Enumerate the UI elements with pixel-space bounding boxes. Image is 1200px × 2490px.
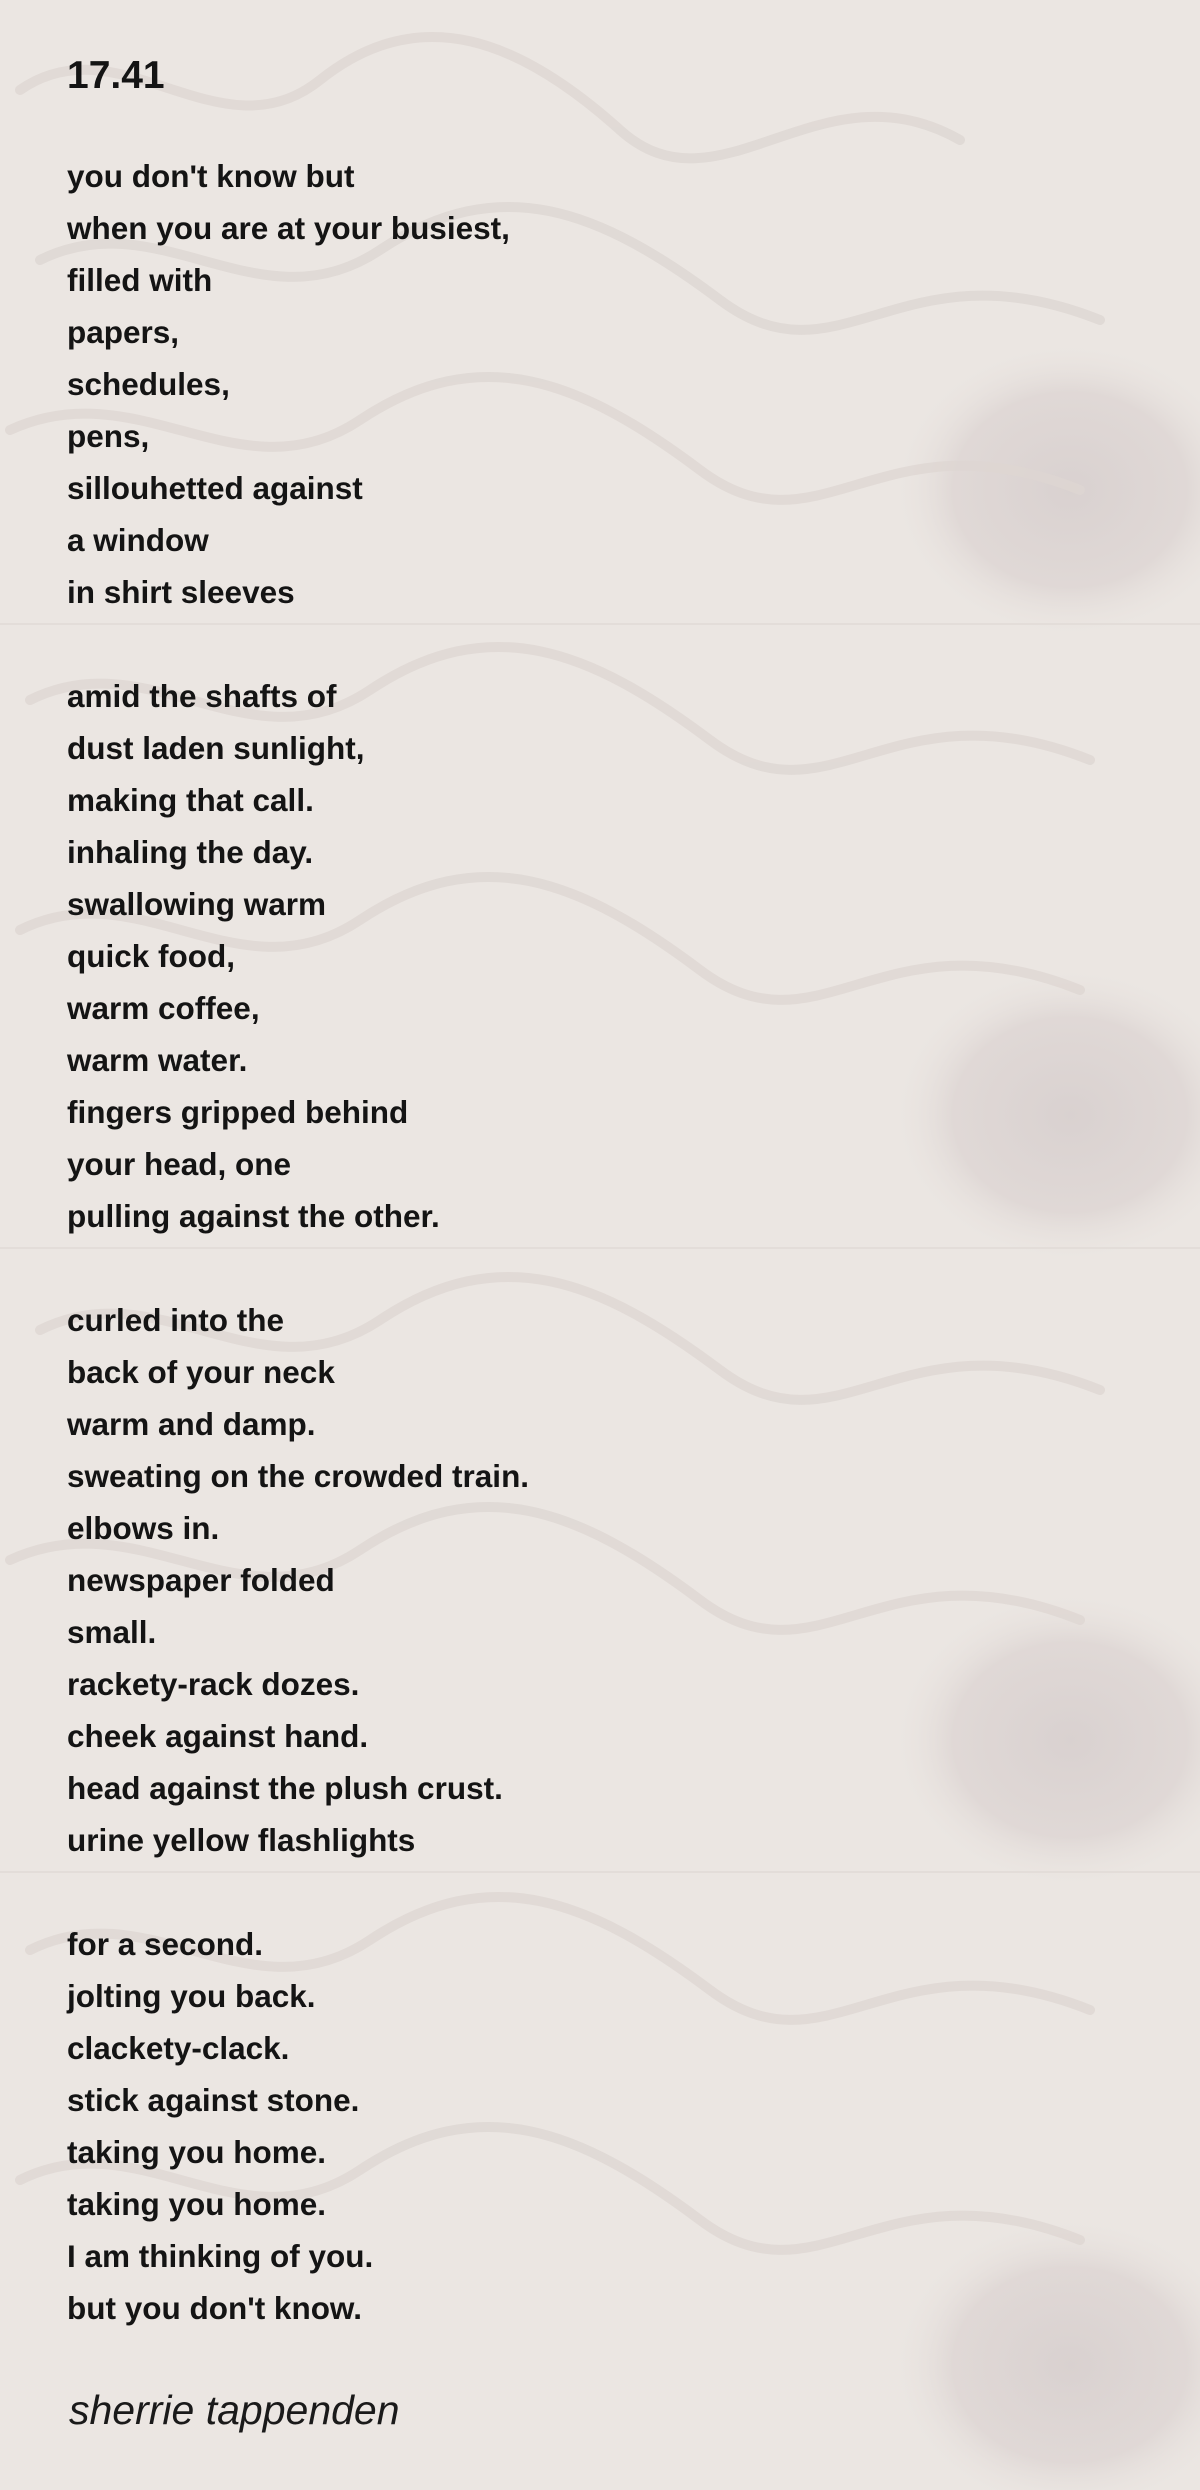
stanza-3: [67, 1294, 529, 1866]
poem-line: small.: [67, 1614, 157, 1650]
poem-line: dust laden sunlight,: [67, 730, 365, 766]
poem-line: schedules,: [67, 366, 230, 402]
poem-line: rackety-rack dozes.: [67, 1666, 360, 1702]
poem-line: swallowing warm: [67, 886, 327, 922]
poem-line: but you don't know.: [67, 2290, 363, 2326]
poem-body: [67, 150, 529, 2386]
stanza-1: [67, 150, 529, 618]
poem-line: warm water.: [67, 1042, 248, 1078]
poem-line: I am thinking of you.: [67, 2238, 374, 2274]
poem-line: back of your neck: [67, 1354, 335, 1390]
poem-line: sillouhetted against: [67, 470, 363, 506]
poem-line: head against the plush crust.: [67, 1770, 503, 1806]
poem-line: pens,: [67, 418, 150, 454]
poem-line: taking you home.: [67, 2186, 327, 2222]
poem-line: fingers gripped behind: [67, 1094, 409, 1130]
poem-line: jolting you back.: [67, 1978, 316, 2014]
poem-line: when you are at your busiest,: [67, 210, 510, 246]
poem-line: sweating on the crowded train.: [67, 1458, 530, 1494]
poem-line: elbows in.: [67, 1510, 220, 1546]
poem-line: pulling against the other.: [67, 1198, 440, 1234]
poem-line: curled into the: [67, 1302, 285, 1338]
poem-line: newspaper folded: [67, 1562, 335, 1598]
poem-line: urine yellow flashlights: [67, 1822, 416, 1858]
poem-line: making that call.: [67, 782, 314, 818]
poem-line: in shirt sleeves: [67, 574, 295, 610]
stanza-4: [67, 1918, 529, 2334]
stanza-2: [67, 670, 529, 1242]
poem-line: stick against stone.: [67, 2082, 360, 2118]
poem-line: warm coffee,: [67, 990, 260, 1026]
poem-line: your head, one: [67, 1146, 292, 1182]
poem-line: papers,: [67, 314, 180, 350]
poem-line: inhaling the day.: [67, 834, 314, 870]
poem-line: amid the shafts of: [67, 678, 337, 714]
poem-line: for a second.: [67, 1926, 264, 1962]
poem-line: you don't know but: [67, 158, 355, 194]
poem-line: clackety-clack.: [67, 2030, 290, 2066]
poem-line: taking you home.: [67, 2134, 327, 2170]
poem-title: 17.41: [67, 54, 165, 97]
poem-line: a window: [67, 522, 209, 558]
poem-line: quick food,: [67, 938, 235, 974]
poem-line: filled with: [67, 262, 213, 298]
poem-line: warm and damp.: [67, 1406, 316, 1442]
poem-author: sherrie tappenden: [69, 2387, 400, 2433]
poem-line: cheek against hand.: [67, 1718, 369, 1754]
